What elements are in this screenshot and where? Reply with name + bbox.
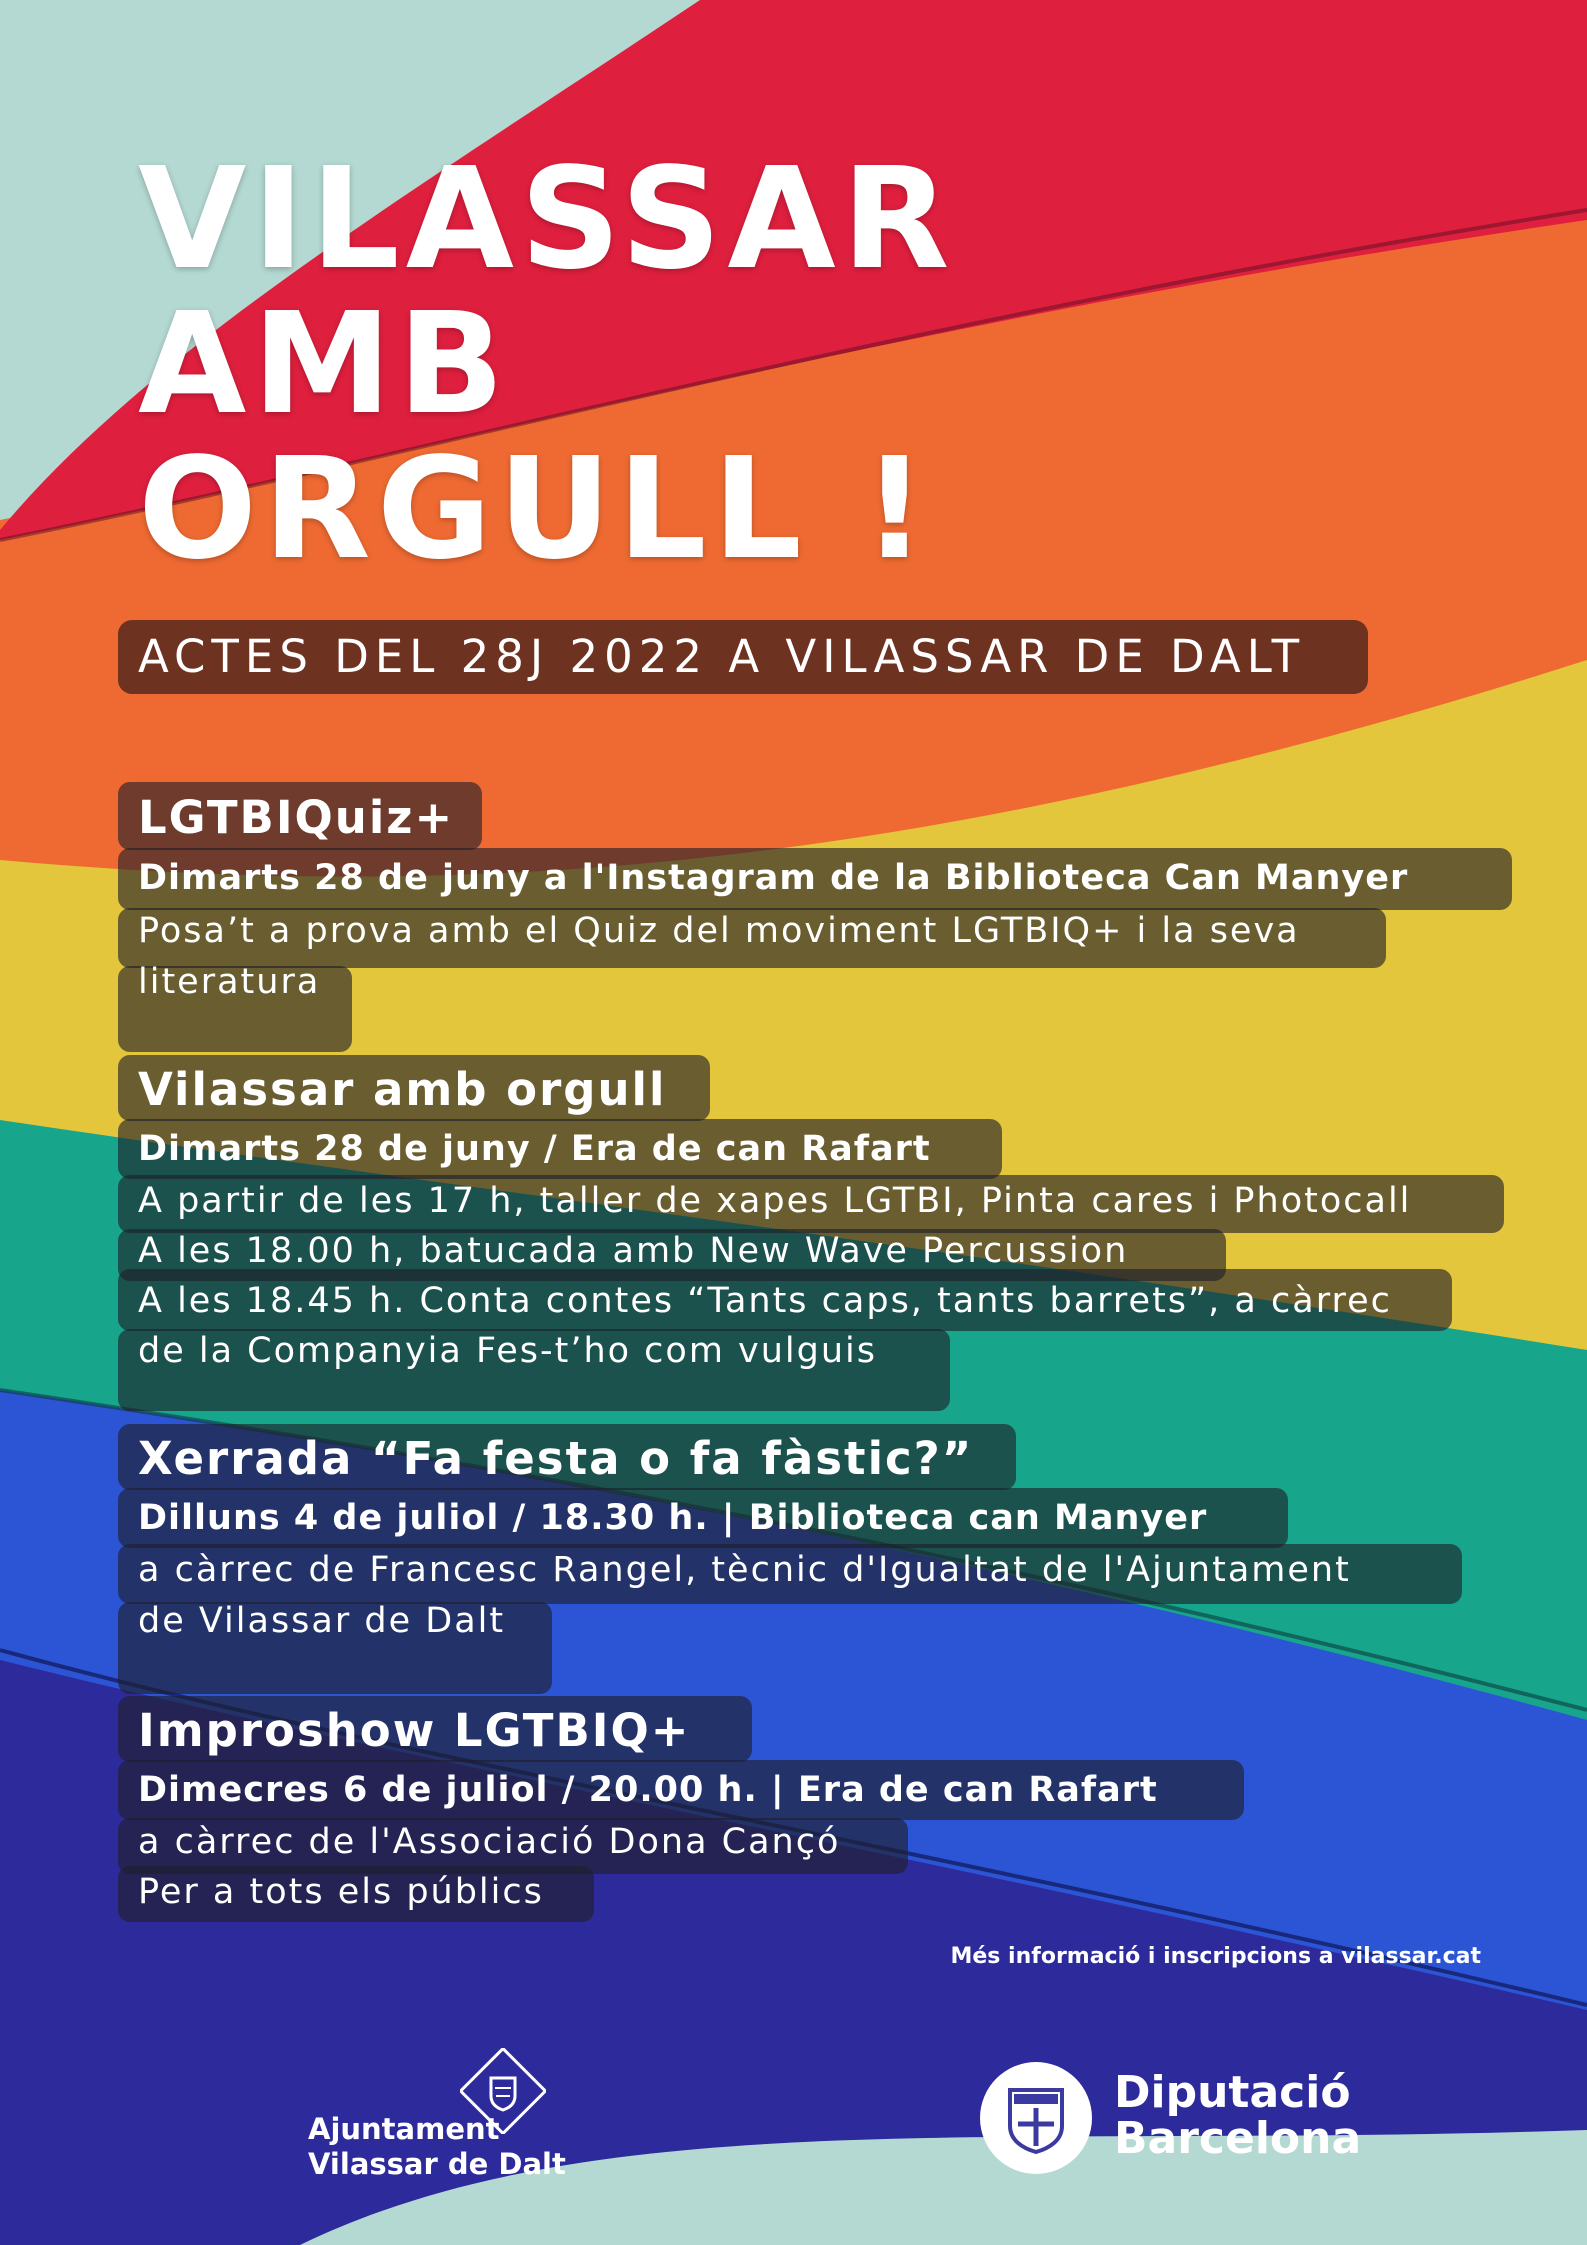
- diputacio-logo-line-2: Barcelona: [1114, 2113, 1362, 2165]
- diputacio-emblem-icon: [980, 2062, 1092, 2174]
- event-3-line-1: a càrrec de Francesc Rangel, tècnic d'Igualtat de l'Ajuntament: [138, 1550, 1351, 1590]
- event-1-line-1: Posa’t a prova amb el Quiz del moviment LGTBIQ+ i la seva: [138, 911, 1300, 951]
- event-3-subtitle: Dilluns 4 de juliol / 18.30 h. | Biblioteca can Manyer: [138, 1498, 1208, 1538]
- event-4-line-1: a càrrec de l'Associació Dona Cançó: [138, 1822, 841, 1862]
- event-3-line-2: de Vilassar de Dalt: [138, 1601, 506, 1641]
- diputacio-logo-line-1: Diputació: [1114, 2067, 1351, 2118]
- ajuntament-logo-line-2: Vilassar de Dalt: [308, 2146, 566, 2181]
- event-4-line-2: Per a tots els públics: [138, 1872, 544, 1912]
- event-2-line-1: A partir de les 17 h, taller de xapes LGTBI, Pinta cares i Photocall: [138, 1181, 1412, 1221]
- event-2-line-2: A les 18.00 h, batucada amb New Wave Percussion: [138, 1231, 1129, 1271]
- more-info-text: Més informació i inscripcions a vilassar.cat: [950, 1944, 1481, 1969]
- event-2-line-3: A les 18.45 h. Conta contes “Tants caps, tants barrets”, a càrrec: [138, 1281, 1392, 1321]
- event-2-line-4: de la Companyia Fes-t’ho com vulguis: [138, 1331, 878, 1371]
- event-4-title: Improshow LGTBIQ+: [138, 1704, 691, 1757]
- diputacio-logo-text: [1114, 2067, 1362, 2165]
- event-1-title: LGTBIQuiz+: [138, 791, 455, 844]
- event-1-subtitle: Dimarts 28 de juny a l'Instagram de la Biblioteca Can Manyer: [138, 858, 1409, 898]
- event-1-line-2: literatura: [138, 962, 321, 1002]
- event-2-subtitle: Dimarts 28 de juny / Era de can Rafart: [138, 1129, 931, 1169]
- subtitle-banner: ACTES DEL 28J 2022 A VILASSAR DE DALT: [118, 620, 1368, 694]
- event-2-title: Vilassar amb orgull: [138, 1063, 667, 1116]
- event-3-title: Xerrada “Fa festa o fa fàstic?”: [138, 1432, 974, 1485]
- ajuntament-logo-text: [308, 2112, 566, 2182]
- ajuntament-logo-line-1: Ajuntament: [308, 2112, 500, 2146]
- event-4-subtitle: Dimecres 6 de juliol / 20.00 h. | Era de can Rafart: [138, 1770, 1158, 1810]
- title-line-2: AMB: [138, 283, 511, 446]
- title-line-1: VILASSAR: [138, 138, 956, 301]
- title-line-3: ORGULL !: [138, 428, 933, 591]
